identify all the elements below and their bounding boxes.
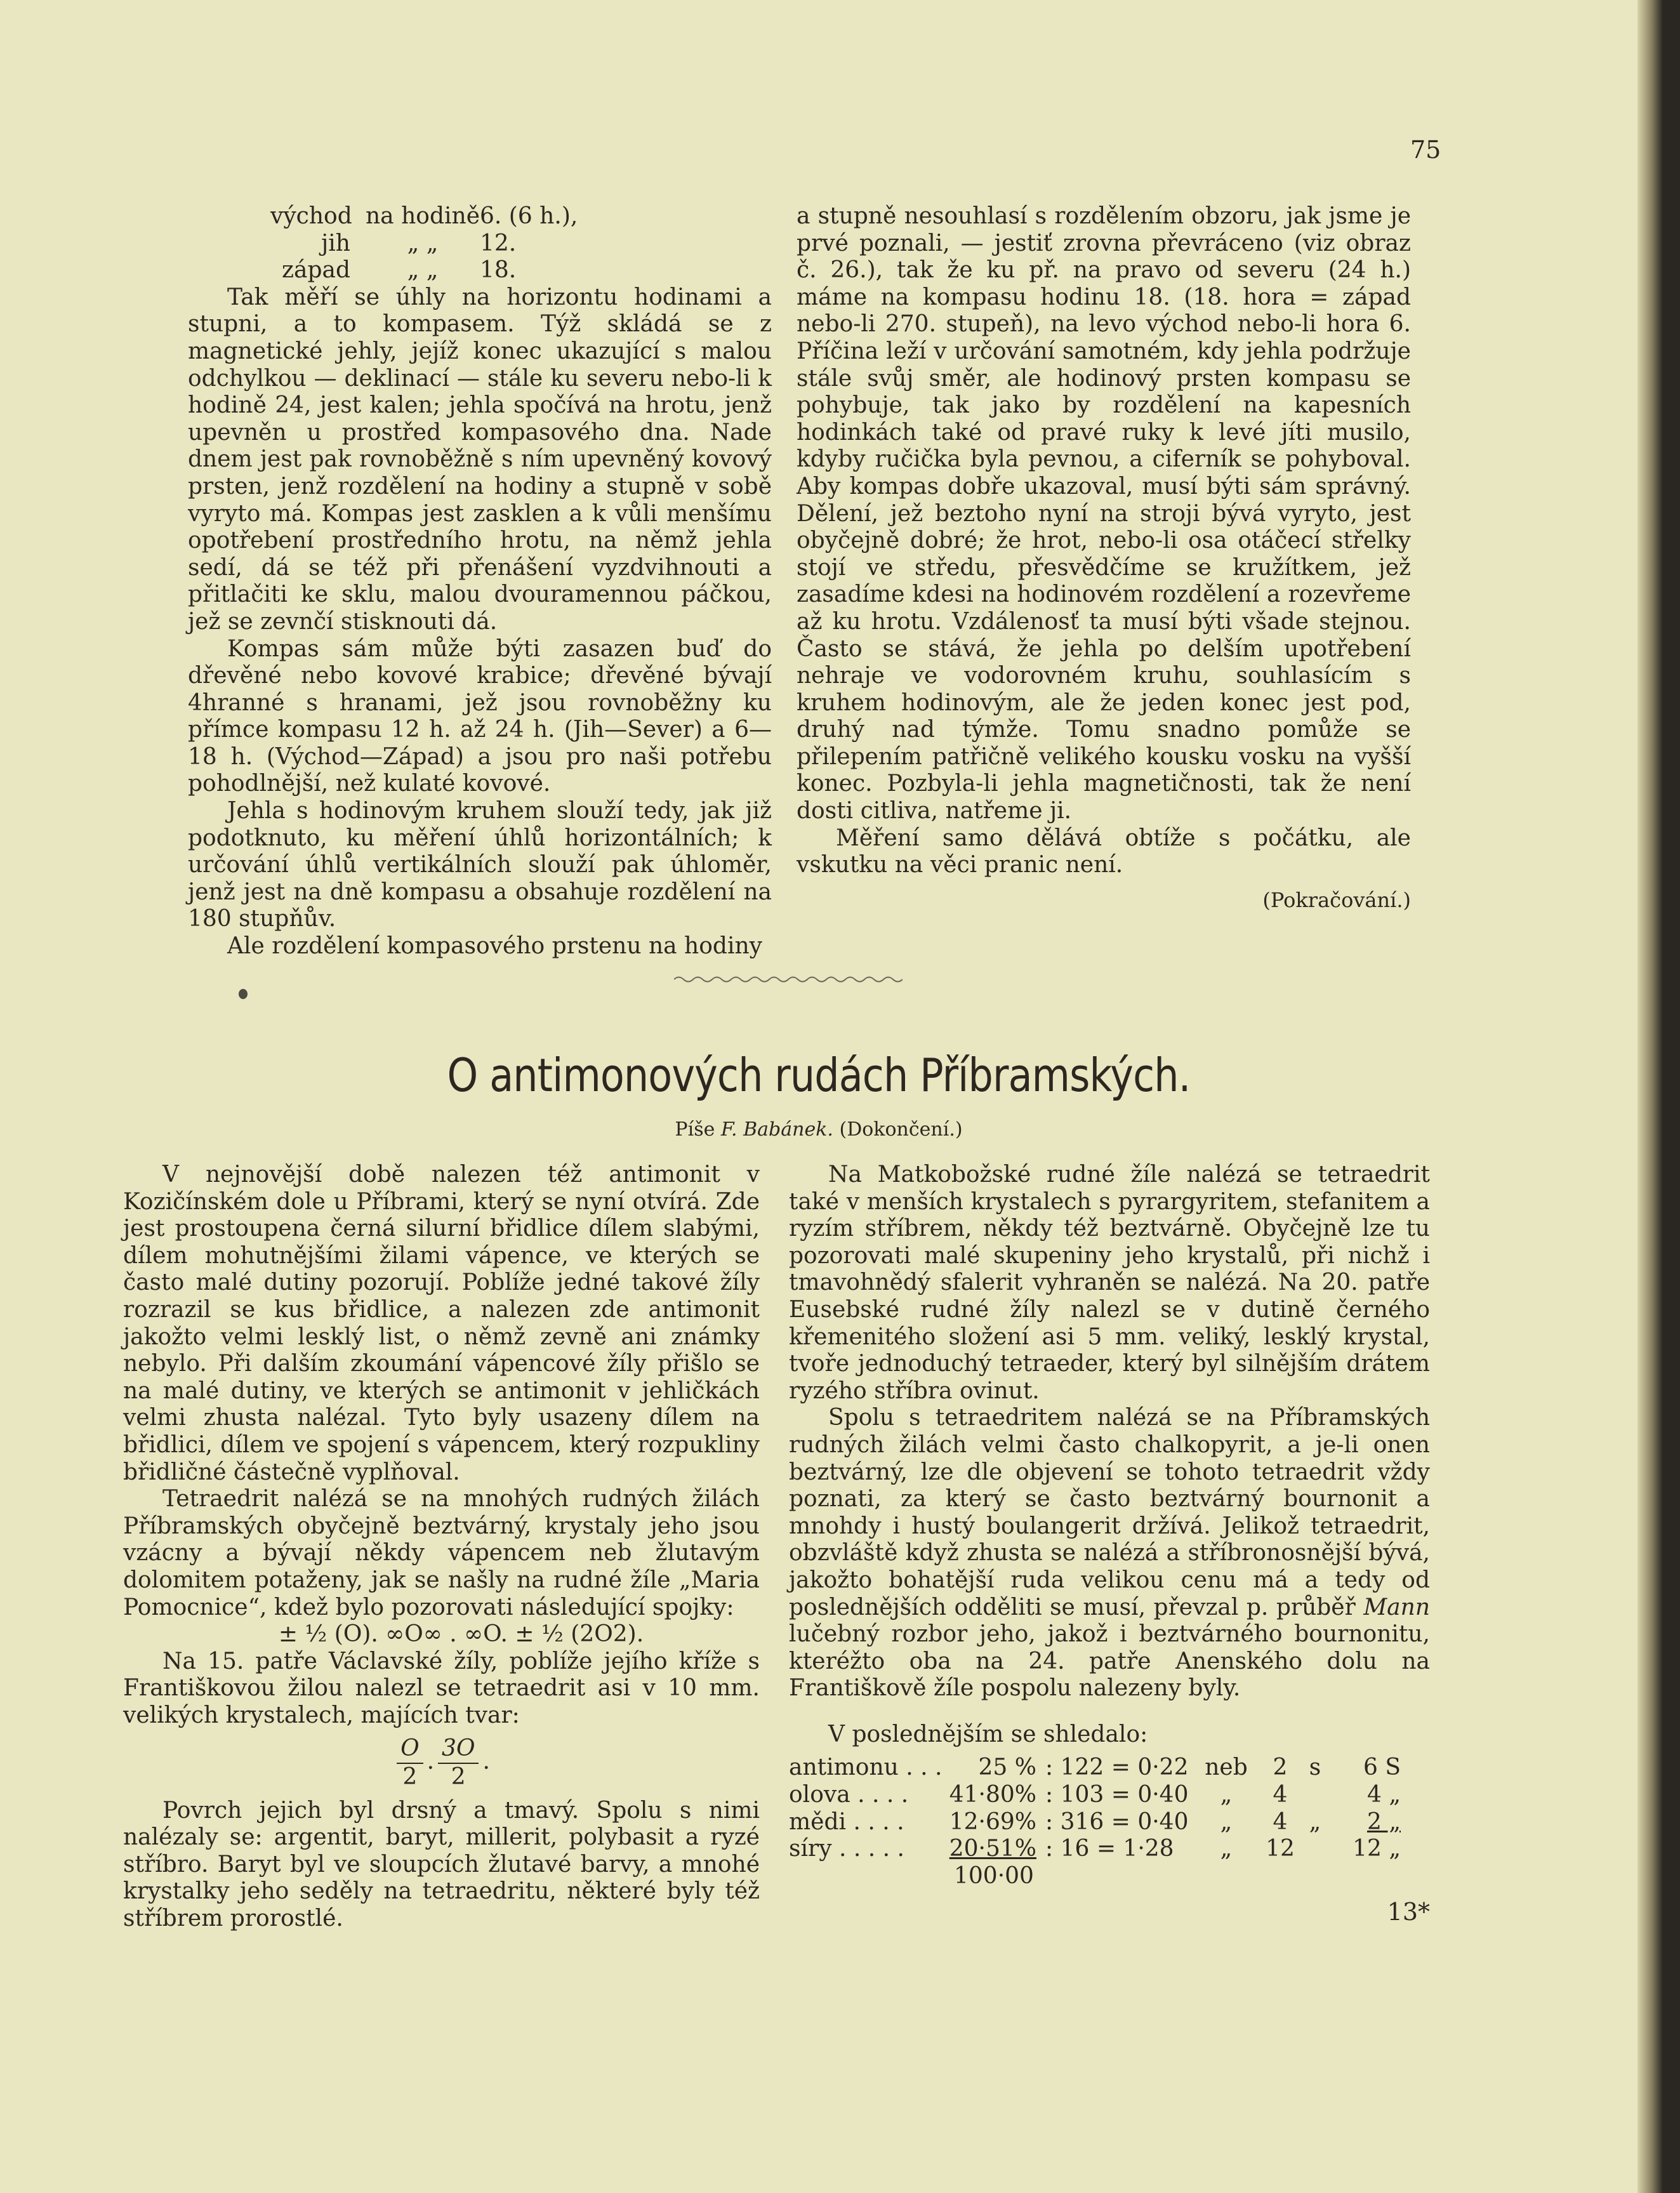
paragraph: Povrch jejich byl drsný a tmavý. Spolu s nimi nalézaly se: argentit, baryt, millerit, polybasit a ryzé stříbro. Baryt byl ve sloupcích žlutavé barvy, a mnohé krystalky jeho seděly na tetraedritu, některé byly též stříbrem prorostlé. — [123, 1797, 760, 1932]
left-column-article — [123, 1162, 760, 1933]
paragraph: Měření samo dělává obtíže s počátku, ale vskutku na věci pranic není. — [797, 825, 1411, 878]
table-row — [789, 1782, 1430, 1809]
cell-count: 4 „ — [1367, 1782, 1401, 1808]
cell-count: 2 — [1273, 1754, 1288, 1781]
cell-count: 6 S — [1363, 1754, 1401, 1781]
continued-note: (Pokračování.) — [1262, 887, 1411, 912]
cell-percent: 12·69% — [949, 1808, 1036, 1835]
article-title: O antimonových rudách Příbramských. — [447, 1049, 1191, 1102]
cell-word — [1299, 1782, 1331, 1809]
cell-word: „ — [1220, 1808, 1233, 1835]
paragraph: Ale rozdělení kompasového prstenu na hodiny — [227, 933, 762, 960]
wavy-divider — [674, 975, 903, 984]
byline — [0, 1118, 1637, 1141]
direction-value: 6. (6 h.), — [480, 203, 578, 229]
paragraph — [789, 1405, 1430, 1702]
cell-word: s — [1309, 1754, 1321, 1781]
paragraph: Tak měří se úhly na horizontu hodinami a stupni, a to kompasem. Týž skládá se z magnetické jehly, jejíž konec ukazující s malou odchylkou — deklinací — stále ku severu nebo-li k hodině 24, jest kalen; jehla spočívá na hrotu, jenž upevněn u prostřed kompasového dna. Nade dnem jest pak rovnoběžně s ním upevněný kovový prsten, jenž rozdělení na hodiny a stupně v sobě vyryto má. Kompas jest zasklen a k vůli menšímu opotřebení prostředního hrotu, na němž jehla sedí, dá se též při přenášení vyzdvihnouti a přitlačiti ke sklu, malou dvouramennou páčkou, jež se zevnčí stisknouti dá. — [188, 284, 772, 635]
paragraph-part: Spolu s tetraedritem nalézá se na Příbramských rudných žilách velmi často chalkopyrit, a je-li onen beztvárný, lze dle objevení se tohoto tetraedrit vždy poznati, za který se často beztvárný bournonit a mnohdy i hustý boulangerit držívá. Jelikož tetraedrit, obzvláště když zhusta se nalézá a stříbronosnější bývá, jakožto bohatější ruda velikou cenu má a tedy od poslednějších odděliti se musí, převzal p. průběř — [789, 1405, 1430, 1620]
direction-name: jih — [321, 230, 350, 256]
right-column-article — [789, 1162, 1430, 1926]
cell-count: 12 „ — [1353, 1836, 1401, 1862]
cell-percent: 25 % — [978, 1754, 1036, 1781]
ink-spot — [239, 989, 248, 999]
paragraph: V nejnovější době nalezen též antimonit v Kozičínském dole u Příbrami, který se nyní otvírá. Zde jest prostoupena černá silurní břidlice dílem slabými, dílem mohutnějšími žilami vápence, ve kterých se často malé dutiny pozorují. Poblíže jedné takové žíly rozrazil se kus břidlice, a nalezen zde antimonit jakožto velmi lesklý list, o němž zevně ani známky nebylo. Při dalším zkoumání vápencové žíly přišlo se na malé dutiny, ve kterých se antimonit v jehličkách velmi zhusta nalézal. Tyto byly usazeny dílem na břidlici, dílem ve spojení s vápencem, který rozpukliny břidličné částečně vyplňoval. — [123, 1162, 760, 1485]
crystal-formula: ± ½ (O). ∞O∞ . ∞O. ± ½ (2O2). — [278, 1621, 644, 1648]
cell-ratio: : 103 = 0·40 — [1045, 1782, 1189, 1808]
direction-row — [188, 230, 772, 258]
paragraph: Na Matkobožské rudné žíle nalézá se tetraedrit také v menších krystalech s pyrargyritem, stefanitem a ryzím stříbrem, někdy též beztvárně. Obyčejně lze tu pozorovati malé skupeniny jeho krystalů, při nichž i tmavohnědý sfalerit vyhraněn se nalézá. Na 20. patře Eusebské rudné žíly nalezl se v dutině černého křemenitého složení asi 5 mm. veliký, lesklý krystal, tvoře jednoduchý tetraeder, který byl silnějším drátem ryzého stříbra ovinut. — [789, 1162, 1430, 1404]
table-row — [789, 1754, 1430, 1782]
cell-count: 4 — [1273, 1808, 1288, 1835]
numerator: 3O — [438, 1735, 479, 1764]
author-name: F. Babánek. — [720, 1118, 833, 1141]
signature-mark: 13* — [1387, 1898, 1430, 1926]
right-column-top — [797, 203, 1411, 913]
left-column-top — [188, 203, 772, 960]
cell-count: 4 — [1273, 1782, 1288, 1808]
cell-word — [1299, 1836, 1331, 1863]
cell-word: „ — [1220, 1836, 1233, 1862]
fraction-2 — [438, 1735, 479, 1791]
cell-percent: 41·80% — [949, 1782, 1036, 1808]
paragraph: Na 15. patře Václavské žíly, poblíže jejího kříže s Františkovou žilou nalezl se tetraedrit asi v 10 mm. velikých krystalech, majících tvar: — [123, 1648, 760, 1728]
page-edge — [1637, 0, 1680, 2193]
cell-word: „ — [1309, 1808, 1321, 1835]
paragraph: Kompas sám může býti zasazen buď do dřevěné nebo kovové krabice; dřevěné bývají 4hranné s hranami, jež jsou rovnoběžny ku přímce kompasu 12 h. až 24 h. (Jih—Sever) a 6—18 h. (Východ—Západ) a jsou pro naši potřebu pohodlnější, než kulaté kovové. — [188, 635, 772, 797]
cell-element: antimonu . . . — [789, 1754, 943, 1781]
denominator: 2 — [402, 1764, 418, 1791]
paragraph: Jehla s hodinovým kruhem slouží tedy, jak již podotknuto, ku měření úhlů horizontálních; k určování úhlů vertikálních slouží pak úhloměr, jenž jest na dně kompasu a obsahuje rozdělení na 180 stupňův. — [188, 798, 772, 932]
direction-prep: „ „ — [407, 257, 439, 284]
person-name: Mann — [1363, 1594, 1431, 1620]
cell-element: olova . . . . — [789, 1782, 909, 1808]
direction-row — [188, 203, 772, 230]
cell-ratio: : 316 = 0·40 — [1045, 1808, 1189, 1835]
direction-name: západ — [282, 257, 350, 284]
directions-list — [188, 203, 772, 284]
cell-element: mědi . . . . — [789, 1808, 904, 1835]
direction-prep: „ „ — [407, 230, 439, 256]
cell-percent: 20·51% — [949, 1836, 1036, 1862]
table-intro: V poslednějším se shledalo: — [828, 1721, 1148, 1747]
paragraph-part: lučebný rozbor jeho, jakož i beztvárného bournonitu, kteréžto oba na 24. patře Anenského dolu na Františkově žíle pospolu nalezeny byly. — [789, 1621, 1430, 1702]
paragraph: a stupně nesouhlasí s rozdělením obzoru, jak jsme je prvé poznali, — jestiť zrovna převráceno (viz obraz č. 26.), tak že ku př. na pravo od severu (24 h.) máme na kompasu hodinu 18. (18. hora = západ nebo-li 270. stupeň), na levo východ nebo-li hora 6. Příčina leží v určování samotném, kdy jehla podržuje stále svůj směr, ale hodinový prsten kompasu se pohybuje, tak jako by rozdělení na kapesních hodinkách také od pravé ruky k levé jíti musilo, kdyby ručička byla pevnou, a ciferník se pohyboval. Aby kompas dobře ukazoval, musí býti sám správný. Dělení, jež beztoho nyní na stroji bývá vyryto, jest obyčejně dobré; že hrot, nebo-li osa otáčecí střelky stojí ve středu, přesvědčíme se kružítkem, jež zasadíme kdesi na hodinovém rozdělení a rozevřeme až ku hrotu. Vzdálenosť ta musí býti všade stejnou. Často se stává, že jehla po delším upotřebení nehraje ve vodorovném kruhu, souhlasícím s kruhem hodinovým, ale že jeden konec jest pod, druhý nad týmže. Tomu snadno pomůže se přilepením patřičně velikého kousku vosku na vyšší konec. Pozbyla-li jehla magnetičnosti, tak že není dosti citliva, natřeme ji. — [797, 203, 1411, 825]
crystal-fraction: $\frac{O}{2}$ . $\frac{3O}{2}$ . — [123, 1735, 760, 1791]
cell-ratio: : 16 = 1·28 — [1045, 1836, 1174, 1862]
direction-prep: na hodině — [366, 203, 480, 229]
page-number: 75 — [1410, 136, 1441, 164]
denominator: 2 — [451, 1764, 466, 1791]
analysis-table — [789, 1754, 1430, 1890]
table-row — [789, 1809, 1430, 1836]
direction-value: 18. — [480, 257, 517, 284]
cell-element: síry . . . . . — [789, 1836, 904, 1862]
cell-ratio: : 122 = 0·22 — [1045, 1754, 1189, 1781]
direction-row — [188, 257, 772, 284]
cell-count: 2 „ — [1367, 1808, 1401, 1835]
byline-suffix: (Dokončení.) — [839, 1118, 963, 1141]
paragraph: Tetraedrit nalézá se na mnohých rudných žilách Příbramských obyčejně beztvárný, krystaly jeho jsou vzácny a bývají někdy vápencem neb žlutavým dolomitem potaženy, jak se našly na rudné žíle „Maria Pomocnice“, kdež bylo pozorovati následující spojky: — [123, 1486, 760, 1620]
direction-value: 12. — [480, 230, 517, 256]
fraction-1 — [397, 1735, 423, 1791]
cell-count: 12 — [1266, 1836, 1295, 1862]
cell-word: „ — [1220, 1782, 1233, 1808]
numerator: O — [397, 1735, 423, 1764]
byline-prefix: Píše — [675, 1118, 715, 1141]
direction-name: východ — [270, 203, 352, 229]
cell-word: neb — [1205, 1754, 1248, 1781]
table-total: 100·00 — [954, 1862, 1034, 1889]
table-total-row — [789, 1863, 1430, 1890]
table-row — [789, 1836, 1430, 1863]
